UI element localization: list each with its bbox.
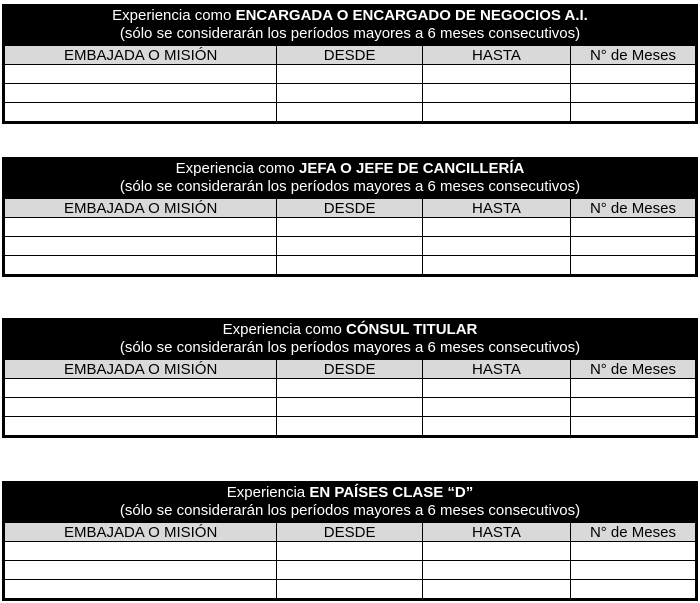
meses-cell[interactable] — [570, 561, 695, 580]
col-header-desde: DESDE — [277, 523, 423, 542]
embajada-cell[interactable] — [5, 256, 277, 275]
column-header-row — [5, 199, 696, 218]
col-header-embajada: EMBAJADA O MISIÓN — [5, 360, 277, 379]
table-title — [4, 7, 696, 25]
col-header-embajada: EMBAJADA O MISIÓN — [5, 523, 277, 542]
table-row — [5, 256, 696, 275]
table-row — [5, 561, 696, 580]
desde-cell[interactable] — [277, 561, 423, 580]
hasta-cell[interactable] — [423, 65, 571, 84]
embajada-cell[interactable] — [5, 103, 277, 122]
embajada-cell[interactable] — [5, 84, 277, 103]
title-role: ENCARGADA O ENCARGADO DE NEGOCIOS A.I. — [235, 7, 588, 24]
embajada-cell[interactable] — [5, 561, 277, 580]
col-header-embajada: EMBAJADA O MISIÓN — [5, 46, 277, 65]
table-row — [5, 580, 696, 599]
table-subtitle: (sólo se considerarán los períodos mayores a 6 meses consecutivos) — [119, 178, 581, 195]
column-header-row — [5, 360, 696, 379]
hasta-cell[interactable] — [423, 237, 571, 256]
desde-cell[interactable] — [277, 218, 423, 237]
meses-cell[interactable] — [570, 417, 695, 436]
hasta-cell[interactable] — [423, 256, 571, 275]
table-row — [5, 398, 696, 417]
table-title — [4, 484, 696, 502]
desde-cell[interactable] — [277, 379, 423, 398]
meses-cell[interactable] — [570, 103, 695, 122]
embajada-cell[interactable] — [5, 417, 277, 436]
table-row — [5, 65, 696, 84]
meses-cell[interactable] — [570, 65, 695, 84]
hasta-cell[interactable] — [423, 379, 571, 398]
embajada-cell[interactable] — [5, 398, 277, 417]
col-header-hasta: HASTA — [423, 199, 571, 218]
table-row — [5, 103, 696, 122]
title-role: EN PAÍSES CLASE “D” — [309, 484, 474, 501]
meses-cell[interactable] — [570, 218, 695, 237]
meses-cell[interactable] — [570, 256, 695, 275]
desde-cell[interactable] — [277, 237, 423, 256]
experience-table-jefe-cancilleria — [2, 157, 698, 277]
col-header-hasta: HASTA — [423, 360, 571, 379]
meses-cell[interactable] — [570, 379, 695, 398]
desde-cell[interactable] — [277, 256, 423, 275]
table-title — [4, 160, 696, 178]
table-subtitle: (sólo se considerarán los períodos mayores a 6 meses consecutivos) — [119, 339, 581, 356]
table-row — [5, 417, 696, 436]
embajada-cell[interactable] — [5, 542, 277, 561]
desde-cell[interactable] — [277, 398, 423, 417]
col-header-meses: N° de Meses — [570, 46, 695, 65]
meses-cell[interactable] — [570, 84, 695, 103]
embajada-cell[interactable] — [5, 237, 277, 256]
col-header-meses: N° de Meses — [570, 199, 695, 218]
hasta-cell[interactable] — [423, 398, 571, 417]
hasta-cell[interactable] — [423, 84, 571, 103]
embajada-cell[interactable] — [5, 218, 277, 237]
col-header-desde: DESDE — [277, 199, 423, 218]
hasta-cell[interactable] — [423, 542, 571, 561]
meses-cell[interactable] — [570, 237, 695, 256]
table-row — [5, 84, 696, 103]
table-title-bar — [4, 6, 696, 45]
table-subtitle: (sólo se considerarán los períodos mayores a 6 meses consecutivos) — [119, 502, 581, 519]
column-header-row — [5, 523, 696, 542]
col-header-embajada: EMBAJADA O MISIÓN — [5, 199, 277, 218]
experience-table-paises-clase-d — [2, 481, 698, 601]
col-header-meses: N° de Meses — [570, 523, 695, 542]
desde-cell[interactable] — [277, 580, 423, 599]
col-header-hasta: HASTA — [423, 523, 571, 542]
table-row — [5, 379, 696, 398]
meses-cell[interactable] — [570, 542, 695, 561]
hasta-cell[interactable] — [423, 103, 571, 122]
experience-grid — [4, 359, 696, 436]
desde-cell[interactable] — [277, 417, 423, 436]
desde-cell[interactable] — [277, 103, 423, 122]
col-header-desde: DESDE — [277, 360, 423, 379]
embajada-cell[interactable] — [5, 580, 277, 599]
table-row — [5, 237, 696, 256]
title-prefix: Experiencia como — [112, 7, 236, 24]
table-subtitle: (sólo se considerarán los períodos mayores a 6 meses consecutivos) — [119, 25, 581, 42]
column-header-row — [5, 46, 696, 65]
experience-grid — [4, 198, 696, 275]
col-header-hasta: HASTA — [423, 46, 571, 65]
hasta-cell[interactable] — [423, 218, 571, 237]
table-title — [4, 321, 696, 339]
desde-cell[interactable] — [277, 65, 423, 84]
embajada-cell[interactable] — [5, 65, 277, 84]
title-prefix: Experiencia — [226, 484, 310, 501]
col-header-meses: N° de Meses — [570, 360, 695, 379]
title-prefix: Experiencia como — [222, 321, 346, 338]
experience-table-consul-titular — [2, 318, 698, 438]
table-title-bar — [4, 483, 696, 522]
meses-cell[interactable] — [570, 580, 695, 599]
hasta-cell[interactable] — [423, 561, 571, 580]
table-title-bar — [4, 159, 696, 198]
table-title-bar — [4, 320, 696, 359]
title-role: CÓNSUL TITULAR — [346, 321, 478, 338]
title-role: JEFA O JEFE DE CANCILLERÍA — [299, 160, 525, 177]
title-prefix: Experiencia como — [175, 160, 300, 177]
desde-cell[interactable] — [277, 84, 423, 103]
hasta-cell[interactable] — [423, 580, 571, 599]
embajada-cell[interactable] — [5, 379, 277, 398]
table-row — [5, 218, 696, 237]
meses-cell[interactable] — [570, 398, 695, 417]
col-header-desde: DESDE — [277, 46, 423, 65]
hasta-cell[interactable] — [423, 417, 571, 436]
table-row — [5, 542, 696, 561]
experience-table-encargado-negocios — [2, 4, 698, 124]
experience-grid — [4, 45, 696, 122]
desde-cell[interactable] — [277, 542, 423, 561]
experience-grid — [4, 522, 696, 599]
